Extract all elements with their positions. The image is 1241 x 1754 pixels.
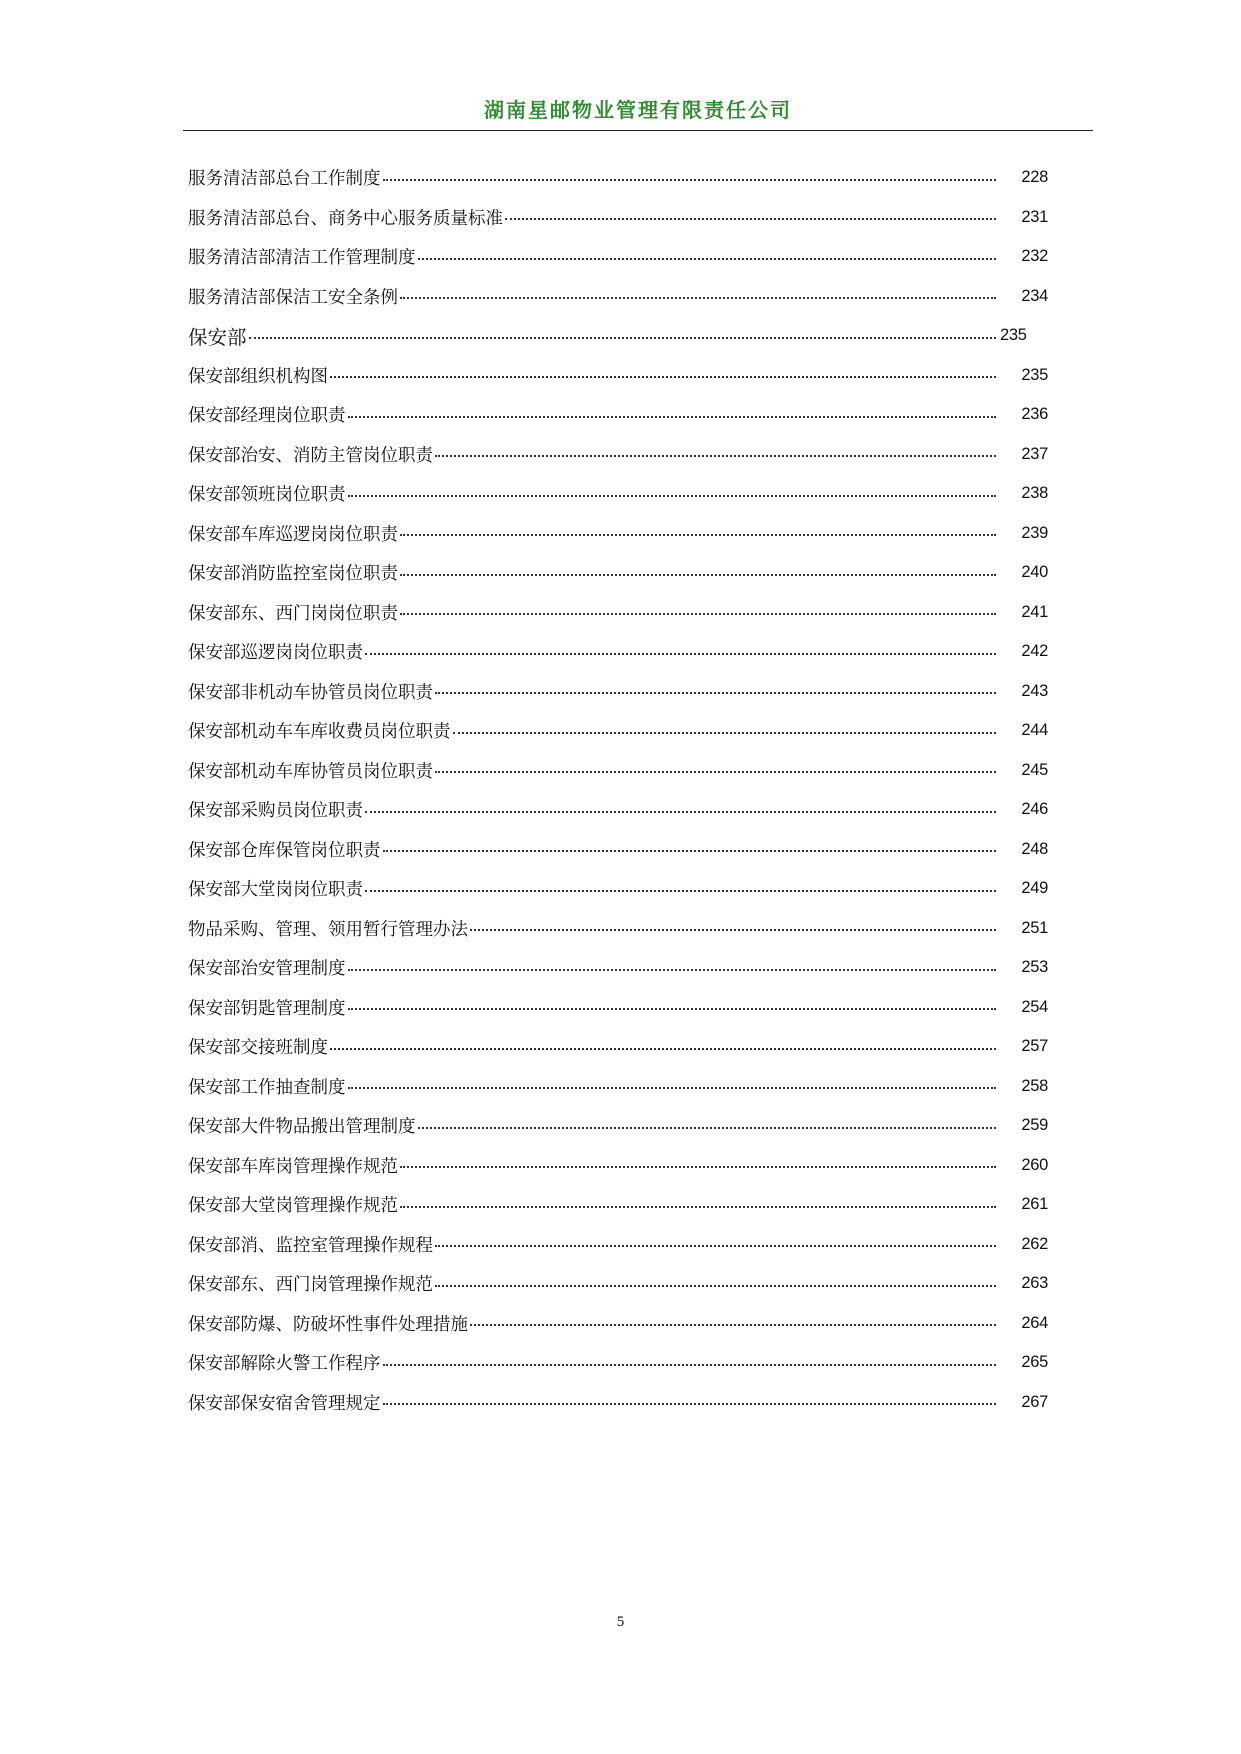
toc-entry-page-number: 258: [1021, 1076, 1048, 1095]
dot-leader: [435, 455, 996, 457]
toc-entry-page-number: 261: [1021, 1195, 1048, 1214]
toc-entry-title: 服务清洁部总台、商务中心服务质量标准: [188, 208, 503, 229]
toc-entry[interactable]: [188, 830, 1048, 870]
toc-entry[interactable]: [188, 790, 1048, 830]
dot-leader: [383, 850, 997, 852]
page-header: [183, 92, 1093, 131]
toc-entry-title: 保安部消、监控室管理操作规程: [188, 1235, 433, 1256]
toc-entry-title: 保安部经理岗位职责: [188, 406, 346, 427]
toc-entry-title: 保安部防爆、防破坏性事件处理措施: [188, 1314, 468, 1335]
dot-leader: [435, 692, 996, 694]
toc-entry-title: 保安部巡逻岗岗位职责: [188, 643, 363, 664]
toc-entry-page-number: 238: [1021, 484, 1048, 503]
toc-entry-title: 保安部仓库保管岗位职责: [188, 840, 381, 861]
dot-leader: [348, 416, 997, 418]
dot-leader: [365, 653, 996, 655]
dot-leader: [383, 1364, 997, 1366]
dot-leader: [400, 534, 996, 536]
toc-entry[interactable]: [188, 277, 1048, 317]
toc-entry-title: 服务清洁部保洁工安全条例: [188, 287, 398, 308]
toc-entry-title: 保安部东、西门岗岗位职责: [188, 603, 398, 624]
toc-entry-page-number: 246: [1021, 800, 1048, 819]
dot-leader: [435, 1285, 996, 1287]
toc-entry[interactable]: [188, 751, 1048, 791]
toc-entry-page-number: 265: [1021, 1353, 1048, 1372]
toc-entry[interactable]: [188, 1067, 1048, 1107]
dot-leader: [330, 376, 996, 378]
page-number: 5: [616, 1614, 625, 1630]
toc-entry-page-number: 251: [1021, 918, 1048, 937]
toc-entry[interactable]: [188, 198, 1048, 238]
toc-entry-page-number: 242: [1021, 642, 1048, 661]
toc-entry[interactable]: [188, 1146, 1048, 1186]
toc-entry-page-number: 228: [1021, 168, 1048, 187]
dot-leader: [400, 297, 996, 299]
toc-entry-title: 保安部消防监控室岗位职责: [188, 564, 398, 585]
toc-entry[interactable]: [188, 869, 1048, 909]
toc-entry[interactable]: [188, 1185, 1048, 1225]
toc-entry-title: 保安部领班岗位职责: [188, 485, 346, 506]
toc-entry[interactable]: [188, 593, 1048, 633]
toc-entry[interactable]: [188, 395, 1048, 435]
toc-entry-title: 保安部车库巡逻岗岗位职责: [188, 524, 398, 545]
dot-leader: [249, 337, 996, 339]
dot-leader: [365, 811, 996, 813]
dot-leader: [365, 890, 996, 892]
dot-leader: [418, 1127, 997, 1129]
dot-leader: [348, 1008, 997, 1010]
toc-entry[interactable]: [188, 553, 1048, 593]
toc-entry-title: 服务清洁部清洁工作管理制度: [188, 248, 416, 269]
toc-entry-page-number: 231: [1021, 207, 1048, 226]
toc-entry-title: 保安部保安宿舍管理规定: [188, 1393, 381, 1414]
toc-entry-title: 保安部大堂岗管理操作规范: [188, 1196, 398, 1217]
toc-entry-page-number: 253: [1021, 958, 1048, 977]
toc-entry-page-number: 257: [1021, 1037, 1048, 1056]
toc-entry[interactable]: [188, 514, 1048, 554]
toc-entry-title: 保安部工作抽查制度: [188, 1077, 346, 1098]
toc-entry-page-number: 240: [1021, 563, 1048, 582]
toc-entry[interactable]: [188, 237, 1048, 277]
toc-entry[interactable]: [188, 1343, 1048, 1383]
toc-entry[interactable]: [188, 1225, 1048, 1265]
toc-entry-page-number: 259: [1021, 1116, 1048, 1135]
toc-entry-page-number: 235: [1021, 365, 1048, 384]
toc-entry-title: 保安部大件物品搬出管理制度: [188, 1117, 416, 1138]
toc-entry-title: 保安部机动车库协管员岗位职责: [188, 761, 433, 782]
toc-entry-title: 保安部组织机构图: [188, 366, 328, 387]
toc-entry-title: 保安部治安、消防主管岗位职责: [188, 445, 433, 466]
toc-entry-page-number: 248: [1021, 839, 1048, 858]
dot-leader: [348, 1087, 997, 1089]
toc-entry-title: 保安部非机动车协管员岗位职责: [188, 682, 433, 703]
toc-entry-page-number: 239: [1021, 523, 1048, 542]
toc-entry[interactable]: [188, 988, 1048, 1028]
toc-entry[interactable]: [188, 1027, 1048, 1067]
toc-entry[interactable]: [188, 948, 1048, 988]
toc-entry[interactable]: [188, 1264, 1048, 1304]
toc-entry-page-number: 234: [1021, 286, 1048, 305]
toc-entry-title: 保安部交接班制度: [188, 1038, 328, 1059]
toc-entry-title: 保安部机动车车库收费员岗位职责: [188, 722, 451, 743]
toc-entry-page-number: 236: [1021, 405, 1048, 424]
dot-leader: [435, 1245, 996, 1247]
dot-leader: [348, 969, 997, 971]
toc-entry-page-number: 235: [1000, 326, 1027, 345]
dot-leader: [400, 613, 996, 615]
dot-leader: [505, 218, 996, 220]
dot-leader: [383, 1403, 997, 1405]
table-of-contents: [188, 158, 1048, 1422]
toc-entry-page-number: 254: [1021, 997, 1048, 1016]
toc-entry-page-number: 267: [1021, 1392, 1048, 1411]
toc-entry-page-number: 262: [1021, 1234, 1048, 1253]
toc-entry-page-number: 243: [1021, 681, 1048, 700]
toc-entry[interactable]: [188, 1304, 1048, 1344]
toc-entry-page-number: 241: [1021, 602, 1048, 621]
toc-entry-page-number: 264: [1021, 1313, 1048, 1332]
dot-leader: [400, 1166, 996, 1168]
toc-entry-title: 保安部解除火警工作程序: [188, 1354, 381, 1375]
toc-entry-page-number: 249: [1021, 879, 1048, 898]
toc-entry-page-number: 245: [1021, 760, 1048, 779]
toc-entry-title: 保安部: [188, 325, 247, 349]
toc-entry[interactable]: [188, 1106, 1048, 1146]
toc-entry-title: 保安部治安管理制度: [188, 959, 346, 980]
toc-entry-title: 保安部钥匙管理制度: [188, 998, 346, 1019]
dot-leader: [400, 1206, 996, 1208]
toc-entry[interactable]: [188, 356, 1048, 396]
toc-entry-title: 保安部采购员岗位职责: [188, 801, 363, 822]
toc-entry[interactable]: [188, 711, 1048, 751]
toc-entry[interactable]: [188, 474, 1048, 514]
dot-leader: [470, 1324, 996, 1326]
toc-entry-title: 服务清洁部总台工作制度: [188, 169, 381, 190]
toc-entry-page-number: 260: [1021, 1155, 1048, 1174]
dot-leader: [330, 1048, 996, 1050]
dot-leader: [418, 258, 997, 260]
toc-entry-title: 物品采购、管理、领用暂行管理办法: [188, 919, 468, 940]
dot-leader: [435, 771, 996, 773]
toc-entry-page-number: 263: [1021, 1274, 1048, 1293]
toc-entry-page-number: 237: [1021, 444, 1048, 463]
dot-leader: [453, 732, 997, 734]
toc-entry[interactable]: [188, 435, 1048, 475]
toc-entry-page-number: 244: [1021, 721, 1048, 740]
dot-leader: [470, 929, 996, 931]
toc-entry-title: 保安部大堂岗岗位职责: [188, 880, 363, 901]
toc-entry[interactable]: [188, 1383, 1048, 1423]
dot-leader: [383, 179, 997, 181]
toc-section-heading[interactable]: [188, 316, 1048, 356]
toc-entry[interactable]: [188, 632, 1048, 672]
company-name-header: 湖南星邮物业管理有限责任公司: [484, 98, 792, 122]
toc-entry[interactable]: [188, 672, 1048, 712]
toc-entry-title: 保安部东、西门岗管理操作规范: [188, 1275, 433, 1296]
toc-entry-page-number: 232: [1021, 247, 1048, 266]
dot-leader: [400, 574, 996, 576]
toc-entry-title: 保安部车库岗管理操作规范: [188, 1156, 398, 1177]
toc-entry[interactable]: [188, 909, 1048, 949]
toc-entry[interactable]: [188, 158, 1048, 198]
dot-leader: [348, 495, 997, 497]
